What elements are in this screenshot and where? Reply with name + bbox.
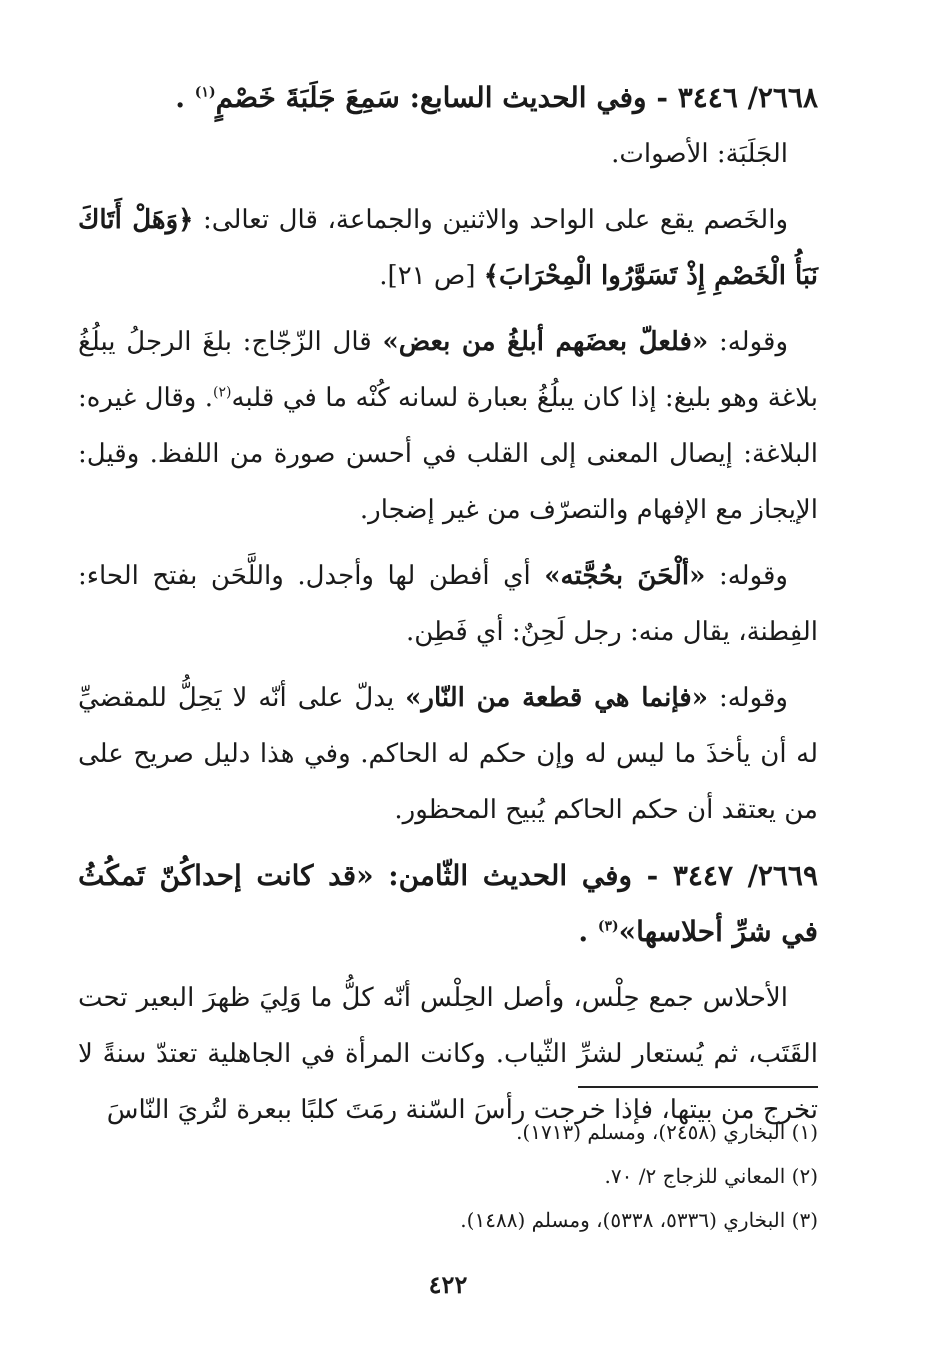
paragraph-text: الأحلاس جمع حِلْس، وأصل الحِلْس أنّه كلُّ ما وَلِيَ ظهرَ البعير تحت القَتَب، ثم يُستعار لشرِّ الثّياب. وكانت المرأة في الجاهلية تعتدّ سنةً لا تخرج من بيتها، فإذا خرجت رأسَ السّنة رمَتَ كلبًا ببعرة لتُريَ النّاسَ [78, 983, 818, 1125]
footnote-ref-2: (٢) [213, 384, 232, 401]
page-number: ٤٢٢ [428, 1270, 468, 1299]
hadith-quote: «فإنما هي قطعة من النّار» [405, 683, 708, 713]
paragraph-text: الجَلَبَة: الأصوات. [611, 139, 788, 169]
hadith-quote: «فلعلّ بعضَهم أبلغُ من بعض» [382, 327, 709, 357]
paragraph-text: . وقال غيره: البلاغة: إيصال المعنى إلى القلب في أحسن صورة من اللفظ. وقيل: الإيجاز مع الإفهام والتصرّف من غير إضجار. [78, 383, 818, 525]
book-page [78, 70, 818, 1330]
paragraph-text: والخَصم يقع على الواحد والاثنين والجماعة، قال تعالى: [193, 205, 788, 235]
heading-text: ٢٦٦٩/ ٣٤٤٧ - وفي الحديث الثّامن: «قد كانت إحداكُنّ تَمكُثُ في شرِّ أحلاسها» [78, 859, 818, 948]
heading-text: ٢٦٦٨/ ٣٤٤٦ - وفي الحديث السابع: سَمِعَ جَلَبَةَ خَصْمٍ [215, 81, 818, 114]
verse-reference: [ص ٢١]. [379, 261, 484, 291]
paragraph-text: يدلّ على أنّه لا يَحِلُّ للمقضيِّ له أن يأخذَ ما ليس له وإن حكم له الحاكم. وفي هذا دليل صريح على من يعتقد أن حكم الحاكم يُبيح المحظور. [78, 683, 818, 825]
paragraph-jalaba [78, 126, 818, 182]
hadith-quote: «ألْحَنَ بحُجَّته» [544, 561, 706, 591]
paragraph-khasm [78, 192, 818, 304]
footnote-1: (١) البخاري (٢٤٥٨)، ومسلم (١٧١٣). [516, 1120, 818, 1144]
paragraph-text: قال الزّجّاج: بلغَ الرجلُ يبلُغُ بلاغة وهو بليغ: إذا كان يبلُغُ بعبارة لسانه كُنْه ما في قلبه [78, 327, 819, 413]
quran-verse: ﴿وَهَلْ أَتَاكَ نَبَأُ الْخَصْمِ إِذْ تَسَوَّرُوا الْمِحْرَابَ﴾ [78, 205, 818, 291]
hadith-heading-2669 [78, 848, 818, 960]
paragraph-balagha [78, 314, 818, 538]
hadith-heading-2668 [78, 70, 818, 126]
footnote-2: (٢) المعاني للزجاج ٢/ ٧٠. [604, 1164, 818, 1188]
footnote-divider [578, 1086, 818, 1088]
heading-suffix: . [175, 81, 195, 114]
paragraph-alhan [78, 548, 818, 660]
paragraph-text: أي أفطن لها وأجدل. واللَّحَن بفتح الحاء: الفِطنة، يقال منه: رجل لَحِنٌ: أي فَطِن. [78, 561, 818, 647]
paragraph-qitaa [78, 670, 818, 838]
footnote-3: (٣) البخاري (٥٣٣٦، ٥٣٣٨)، ومسلم (١٤٨٨). [460, 1208, 818, 1232]
paragraph-text: وقوله: [705, 561, 788, 591]
footnote-ref-1: (١) [194, 84, 216, 101]
footnote-ref-3: (٣) [597, 918, 619, 935]
footnotes [78, 1110, 818, 1242]
paragraph-text: وقوله: [708, 327, 788, 357]
heading-suffix: . [578, 915, 598, 948]
paragraph-text: وقوله: [708, 683, 788, 713]
